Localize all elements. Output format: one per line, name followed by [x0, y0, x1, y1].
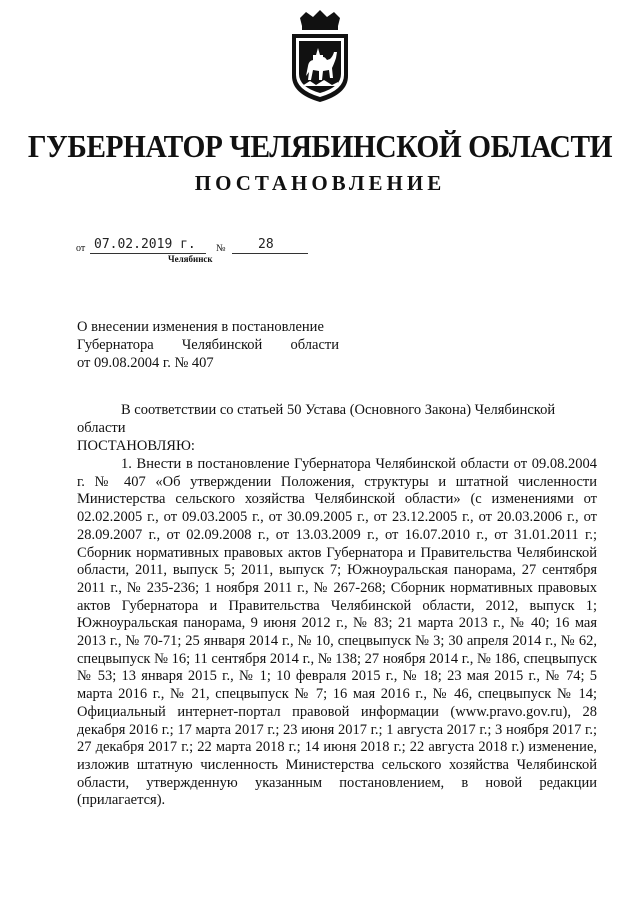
city-label: Челябинск — [168, 254, 213, 264]
coat-of-arms-icon — [286, 10, 354, 104]
paragraph-1: 1. Внести в постановление Губернатора Челябинской области от 09.08.2004 г. № 407 «Об утверждении Положения, структуры и штатной численности Министерства сельского хозяйства Челябинской области» (с изменениями от 02.02.2005 г., от 09.03.2005 г., от 30.09.2005 г., от 23.12.2005 г., от 20.03.2006 г., от 28.09.2007 г., от 02.09.2008 г., от 13.03.2009 г., от 16.07.2010 г., от 31.01.2011 г.; Сборник нормативных правовых актов Губернатора и Правительства Челябинской области, 2011, выпуск 5; 2011, выпуск 7; Южноуральская панорама, 27 сентября 2011 г., № 235-236; 1 ноября 2011 г., № 267-268; Сборник нормативных правовых актов Губернатора и Правительства Челябинской области, 2012, выпуск 1; Южноуральская панорама, 9 июня 2012 г., № 83; 21 марта 2013 г., № 40; 16 мая 2013 г., № 70-71; 25 января 2014 г., № 10, спецвыпуск № 3; 30 апреля 2014 г., № 62, спецвыпуск № 16; 11 сентября 2014 г., № 138; 27 ноября 2014 г., № 186, спецвыпуск № 53; 13 января 2015 г., № 1; 10 февраля 2015 г., № 18; 23 мая 2015 г., № 74; 5 марта 2016 г., № 21, спецвыпуск № 7; 16 мая 2016 г., № 46, спецвыпуск № 14; Официальный интернет-портал правовой информации (www.pravo.gov.ru), 28 декабря 2016 г.; 17 марта 2017 г.; 23 июня 2017 г.; 1 августа 2017 г.; 3 ноября 2017 г.; 27 декабря 2017 г.; 22 марта 2018 г.; 14 июня 2018 г.; 22 августа 2018 г.) изменение, изложив штатную численность Министерства сельского хозяйства Челябинской области, утвержденную указанным постановлением, в новой редакции (прилагается). — [77, 456, 597, 809]
document-number: 28 — [258, 237, 274, 252]
preamble-text: В соответствии со статьей 50 Устава (Основного Закона) Челябинской области — [77, 402, 556, 436]
document-type-heading: ПОСТАНОВЛЕНИЕ — [194, 171, 446, 195]
decree-word: ПОСТАНОВЛЯЮ: — [77, 438, 195, 454]
subject-line: О внесении изменения в постановление — [77, 319, 324, 335]
number-label: № — [216, 243, 226, 254]
governor-title: ГУБЕРНАТОР ЧЕЛЯБИНСКОЙ ОБЛАСТИ — [27, 128, 613, 164]
subject-line: от 09.08.2004 г. № 407 — [77, 355, 214, 371]
document-subject — [77, 318, 339, 372]
date-prefix-label: от — [76, 243, 86, 254]
preamble — [77, 402, 597, 437]
document-date: 07.02.2019 г. — [94, 237, 196, 252]
subject-line: Губернатора Челябинской области — [77, 337, 339, 353]
number-underline — [232, 253, 308, 254]
